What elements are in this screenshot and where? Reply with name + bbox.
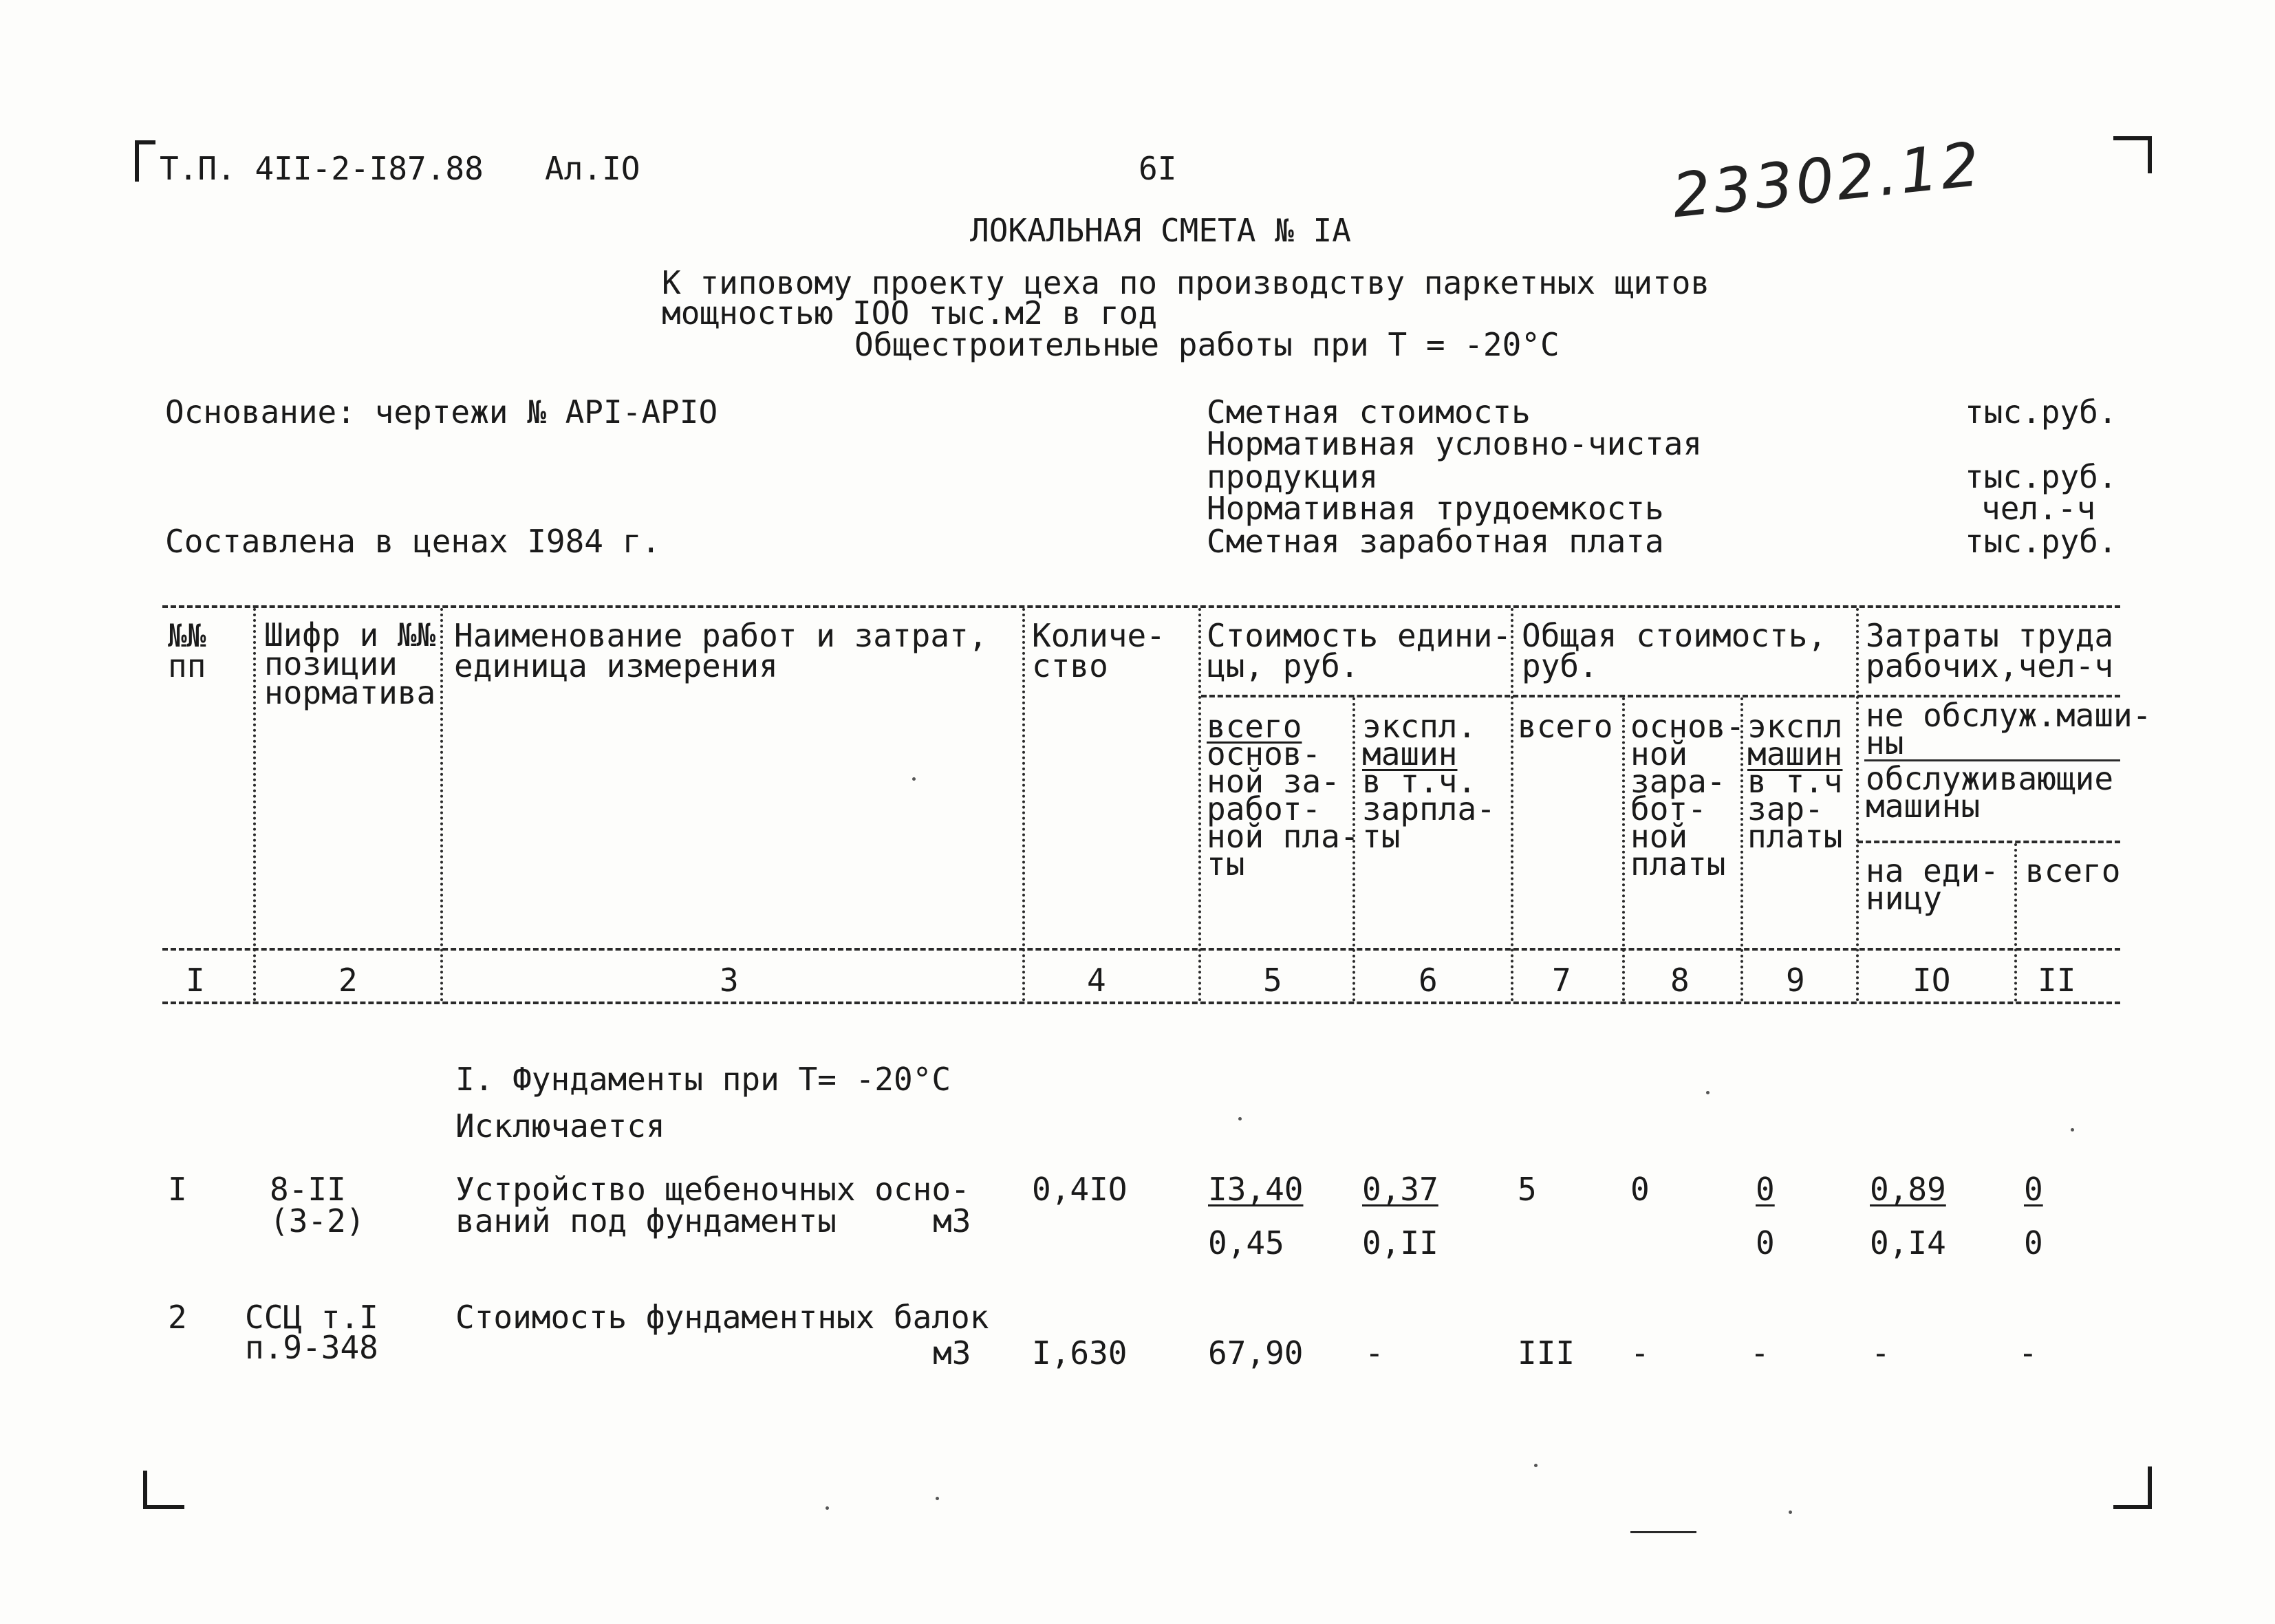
row1-c9-bottom: 0: [1756, 1224, 1775, 1262]
col-divider-9: [1856, 608, 1859, 1002]
header-col10: [1866, 852, 1999, 917]
header-col3-line1: Наименование работ и затрат,: [454, 617, 988, 654]
header-col4-line2: ство: [1032, 647, 1108, 684]
col-number-6: 6: [1419, 962, 1438, 999]
scan-speck: [1789, 1511, 1792, 1514]
row2-c11: -: [2018, 1334, 2038, 1372]
col-number-8: 8: [1670, 962, 1690, 999]
header-col4-line1: Количе-: [1032, 617, 1165, 654]
header-col5-line4: работ-: [1207, 790, 1322, 827]
header-col8-line6: платы: [1630, 845, 1726, 883]
header-col3-line2: единица измерения: [454, 647, 778, 684]
basis-prices: Составлена в ценах I984 г.: [165, 523, 661, 560]
header-col6-line2: машин: [1362, 735, 1458, 772]
album-number: Ал.IO: [545, 150, 640, 187]
row2-unit: м3: [933, 1334, 971, 1372]
col-number-7: 7: [1552, 962, 1571, 999]
col-divider-10: [2014, 843, 2017, 1002]
col-divider-3: [1022, 608, 1025, 1002]
labor-subrule-2: [1857, 841, 2120, 843]
summary-unit-3: тыс.руб.: [1965, 458, 2117, 495]
header-labor-sub1: [1866, 697, 2152, 761]
header-labor-sub2: [1866, 760, 2114, 825]
header-col2: [264, 616, 436, 711]
header-col1: [168, 617, 206, 684]
header-col7: [1518, 708, 1613, 745]
header-col11-line1: всего: [2025, 852, 2121, 889]
header-col5-line2: основ-: [1207, 735, 1322, 772]
row1-c6-top: 0,37: [1362, 1171, 1438, 1208]
row2-c10: -: [1871, 1334, 1890, 1372]
header-col8-line3: зара-: [1630, 763, 1726, 800]
header-col6-line1: экспл.: [1362, 708, 1477, 745]
summary-label-1: Сметная стоимость: [1207, 393, 1531, 431]
row2-c9: -: [1750, 1334, 1769, 1372]
page-number: 6I: [1139, 150, 1177, 187]
header-labor-line1: Затраты труда: [1866, 617, 2114, 654]
col-number-11: II: [2038, 962, 2076, 999]
header-col2-line1: Шифр и №№: [264, 616, 436, 653]
row1-c10-bottom: 0,I4: [1870, 1224, 1946, 1262]
header-labor-line2: рабочих,чел-ч: [1866, 647, 2114, 684]
header-col9-line5: платы: [1747, 818, 1843, 855]
table-top-rule: [162, 605, 2120, 608]
row1-c11-top: 0: [2024, 1171, 2043, 1208]
row2-c7: III: [1518, 1334, 1575, 1372]
row2-num: 2: [168, 1299, 187, 1336]
header-col7-line1: всего: [1518, 708, 1613, 745]
header-labor-sub1-line2: ны: [1866, 724, 1904, 761]
crop-mark-top-right: [2113, 136, 2152, 173]
scan-speck: [936, 1497, 939, 1500]
header-labor-sub2-line1: обслуживающие: [1866, 760, 2114, 797]
row1-c11-bottom: 0: [2024, 1224, 2043, 1262]
header-col9-line1: экспл: [1747, 708, 1843, 745]
col-number-9: 9: [1786, 962, 1805, 999]
header-col8-line2: ной: [1630, 735, 1688, 772]
row1-c7: 5: [1518, 1171, 1537, 1208]
row1-c10-top: 0,89: [1870, 1171, 1946, 1208]
section-title: I. Фундаменты при Т= -20°С: [455, 1061, 951, 1098]
summary-unit-5: тыс.руб.: [1965, 523, 2117, 560]
header-col6-line5: ты: [1362, 818, 1401, 855]
subtitle-line-3: Общестроительные работы при Т = -20°С: [854, 326, 1560, 363]
row2-name-line1: Стоимость фундаментных балок: [455, 1299, 989, 1336]
row1-name-line1: Устройство щебеночных осно-: [455, 1171, 970, 1208]
header-col9-line2: машин: [1747, 735, 1843, 772]
scan-speck: [826, 1506, 829, 1510]
subtitle-line-1: К типовому проекту цеха по производству паркетных щитов: [662, 264, 1710, 301]
col-divider-2: [440, 608, 443, 1002]
row2-c6: -: [1365, 1334, 1384, 1372]
row2-code-line1: ССЦ т.I: [245, 1299, 378, 1336]
row1-code-line2: (3-2): [270, 1202, 365, 1239]
header-labor-sub2-line2: машины: [1866, 788, 1981, 825]
summary-label-4: Нормативная трудоемкость: [1207, 490, 1664, 527]
header-col5-line3: ной за-: [1207, 763, 1340, 800]
header-col8: [1630, 708, 1745, 883]
crop-mark-top-left: [135, 140, 155, 182]
row1-c9-top: 0: [1756, 1171, 1775, 1208]
header-col1-line2: пп: [168, 647, 206, 684]
header-col5-line1: всего: [1207, 708, 1302, 745]
header-col8-line1: основ-: [1630, 708, 1745, 745]
header-col5-line6: ты: [1207, 845, 1245, 883]
subtitle-line-2: мощностью IOO тыс.м2 в год: [662, 294, 1158, 332]
scan-speck: [912, 777, 916, 781]
header-labor-title: [1866, 617, 2114, 684]
row1-code-line1: 8-II: [270, 1171, 346, 1208]
scan-stroke: [1630, 1531, 1696, 1533]
crop-mark-bottom-left: [143, 1471, 184, 1509]
row1-c5-top: I3,40: [1208, 1171, 1304, 1208]
summary-unit-4: чел.-ч: [1981, 490, 2096, 527]
header-total-cost-line2: руб.: [1522, 647, 1598, 684]
header-col5-line5: ной пла-: [1207, 818, 1359, 855]
col-number-3: 3: [720, 962, 739, 999]
header-col9-line3: в т.ч: [1747, 763, 1843, 800]
handwritten-archive-number: 23302.12: [1668, 128, 1985, 232]
header-unit-cost-line1: Стоимость едини-: [1207, 617, 1512, 654]
summary-label-2: Нормативная условно-чистая: [1207, 425, 1703, 462]
col-number-2: 2: [338, 962, 358, 999]
header-bottom-rule: [162, 948, 2120, 951]
header-col2-line2: позиции: [264, 645, 398, 682]
summary-label-3: продукция: [1207, 458, 1379, 495]
header-col11: [2025, 852, 2121, 889]
col-divider-1: [253, 608, 256, 1002]
header-col3: [454, 617, 988, 684]
summary-label-5: Сметная заработная плата: [1207, 523, 1664, 560]
row1-qty: 0,4IO: [1032, 1171, 1128, 1208]
scan-speck: [1706, 1091, 1710, 1094]
scan-speck: [1238, 1117, 1242, 1120]
estimate-title: ЛОКАЛЬНАЯ СМЕТА № IA: [970, 212, 1351, 249]
col-number-5: 5: [1263, 962, 1282, 999]
row1-num: I: [168, 1171, 187, 1208]
header-total-cost-title: [1522, 617, 1827, 684]
row2-c8: -: [1630, 1334, 1650, 1372]
header-col6: [1362, 708, 1496, 855]
scan-speck: [2071, 1128, 2074, 1132]
header-col9: [1747, 708, 1843, 855]
row2-qty: I,630: [1032, 1334, 1128, 1372]
header-col1-line1: №№: [168, 617, 206, 654]
row2-c5: 67,90: [1208, 1334, 1304, 1372]
header-col6-line4: зарпла-: [1362, 790, 1496, 827]
col-number-4: 4: [1087, 962, 1106, 999]
doc-reference: Т.П. 4II-2-I87.88: [160, 150, 484, 187]
header-labor-sub1-line1: не обслуж.маши-: [1866, 697, 2152, 734]
header-col8-line4: бот-: [1630, 790, 1707, 827]
header-unit-cost-line2: цы, руб.: [1207, 647, 1359, 684]
scan-speck: [1534, 1464, 1538, 1467]
col-number-1: I: [186, 962, 205, 999]
numbers-bottom-rule: [162, 1002, 2120, 1004]
row1-c8: 0: [1630, 1171, 1650, 1208]
section-note: Исключается: [455, 1107, 665, 1145]
header-col2-line3: норматива: [264, 674, 436, 711]
crop-mark-bottom-right: [2113, 1466, 2152, 1509]
header-unit-cost-title: [1207, 617, 1512, 684]
header-col10-line2: ницу: [1866, 880, 1942, 917]
col-number-10: IO: [1912, 962, 1951, 999]
header-col10-line1: на еди-: [1866, 852, 1999, 889]
row1-c6-bottom: 0,II: [1362, 1224, 1438, 1262]
header-col9-line4: зар-: [1747, 790, 1824, 827]
row1-unit: м3: [933, 1202, 971, 1239]
cost-unit-subrule: [1201, 695, 1855, 697]
header-col6-line3: в т.ч.: [1362, 763, 1477, 800]
col-divider-7: [1622, 697, 1625, 1002]
row2-code-line2: п.9-348: [245, 1329, 378, 1366]
row1-c5-bottom: 0,45: [1208, 1224, 1284, 1262]
header-col4: [1032, 617, 1165, 684]
header-col5: [1207, 708, 1359, 883]
summary-unit-1: тыс.руб.: [1965, 393, 2117, 431]
basis-drawings: Основание: чертежи № АРI-АРIO: [165, 393, 718, 431]
header-total-cost-line1: Общая стоимость,: [1522, 617, 1827, 654]
header-col8-line5: ной: [1630, 818, 1688, 855]
col-divider-4: [1198, 608, 1201, 1002]
row1-name-line2: ваний под фундаменты: [455, 1202, 837, 1239]
